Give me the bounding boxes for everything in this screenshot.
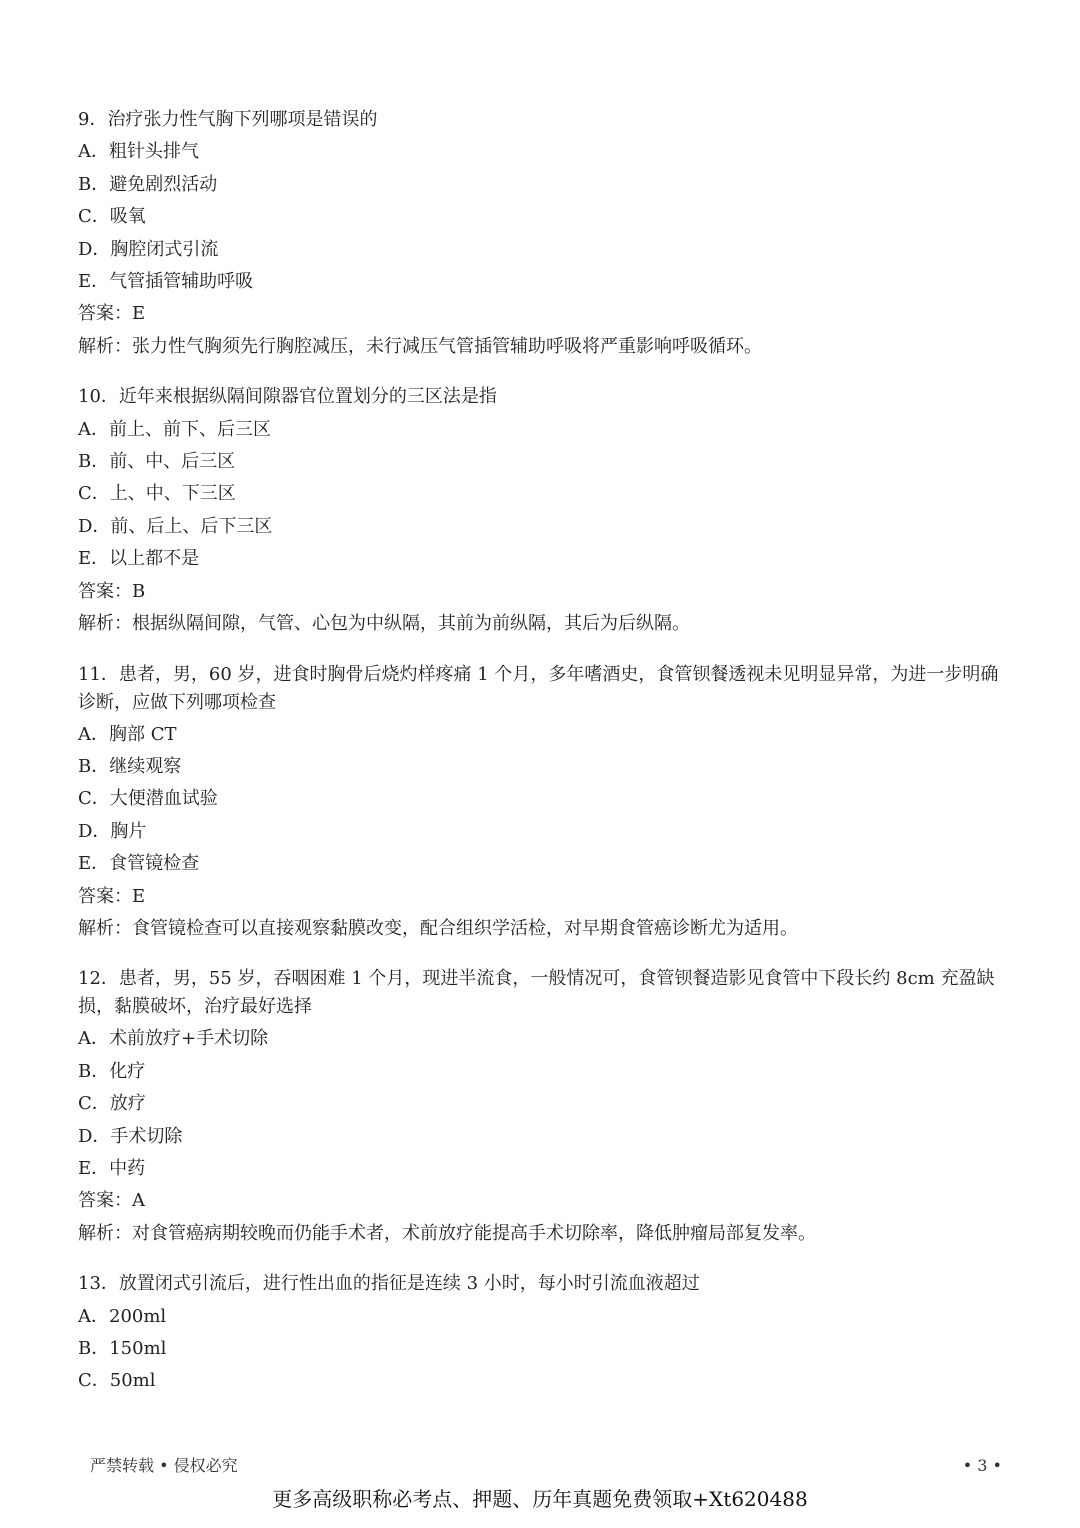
question-list [78, 104, 1008, 1398]
option-b: B．前、中、后三区 [78, 451, 236, 473]
answer: 答案：E [78, 885, 146, 907]
question-stem: 12．患者，男，55 岁，吞咽困难 1 个月，现进半流食，一般情况可，食管钡餐造影见食管中下段长约 8cm 充盈缺损，黏膜破坏，治疗最好选择 [78, 968, 995, 1018]
question-9 [78, 104, 1008, 363]
explanation: 解析：食管镜检查可以直接观察黏膜改变，配合组织学活检，对早期食管癌诊断尤为适用。 [78, 917, 798, 939]
option-e: E．以上都不是 [78, 548, 200, 570]
option-b: B．继续观察 [78, 755, 182, 777]
option-c: C．吸氧 [78, 206, 146, 228]
option-e: E．中药 [78, 1157, 146, 1179]
option-b: B．避免剧烈活动 [78, 173, 218, 195]
option-a: A．200ml [78, 1305, 167, 1327]
option-c: C．50ml [78, 1370, 156, 1392]
copyright-notice: 严禁转载 • 侵权必究 [90, 1456, 238, 1475]
option-c: C．放疗 [78, 1093, 146, 1115]
question-stem: 11．患者，男，60 岁，进食时胸骨后烧灼样疼痛 1 个月，多年嗜酒史，食管钡餐透视未见明显异常，为进一步明确诊断，应做下列哪项检查 [78, 663, 999, 713]
question-stem: 13．放置闭式引流后，进行性出血的指征是连续 3 小时，每小时引流血液超过 [78, 1273, 700, 1295]
option-e: E．食管镜检查 [78, 853, 200, 875]
explanation: 解析：根据纵隔间隙，气管、心包为中纵隔，其前为前纵隔，其后为后纵隔。 [78, 613, 690, 635]
explanation: 解析：张力性气胸须先行胸腔减压，未行减压气管插管辅助呼吸将严重影响呼吸循环。 [78, 335, 762, 357]
question-10 [78, 381, 1008, 640]
question-stem: 9．治疗张力性气胸下列哪项是错误的 [78, 109, 378, 130]
question-12 [78, 963, 1008, 1250]
answer: 答案：E [78, 303, 146, 325]
option-d: D．胸片 [78, 820, 147, 842]
question-stem: 10．近年来根据纵隔间隙器官位置划分的三区法是指 [78, 386, 497, 408]
answer: 答案：A [78, 1190, 145, 1212]
question-13 [78, 1268, 1008, 1398]
option-d: D．手术切除 [78, 1125, 183, 1147]
option-e: E．气管插管辅助呼吸 [78, 271, 254, 293]
option-d: D．胸腔闭式引流 [78, 238, 219, 260]
option-c: C．上、中、下三区 [78, 483, 236, 505]
option-c: C．大便潜血试验 [78, 788, 218, 810]
option-b: B．150ml [78, 1338, 167, 1359]
question-11 [78, 659, 1008, 946]
answer: 答案：B [78, 580, 146, 602]
page-number: • 3 • [962, 1456, 1002, 1475]
option-d: D．前、后上、后下三区 [78, 515, 273, 537]
promo-text: 更多高级职称必考点、押题、历年真题免费领取+Xt620488 [272, 1487, 808, 1511]
option-a: A．前上、前下、后三区 [78, 418, 271, 440]
option-a: A．胸部 CT [78, 723, 177, 745]
option-a: A．粗针头排气 [78, 141, 199, 163]
explanation: 解析：对食管癌病期较晚而仍能手术者，术前放疗能提高手术切除率，降低肿瘤局部复发率。 [78, 1222, 816, 1244]
option-b: B．化疗 [78, 1060, 146, 1082]
option-a: A．术前放疗+手术切除 [78, 1028, 269, 1050]
